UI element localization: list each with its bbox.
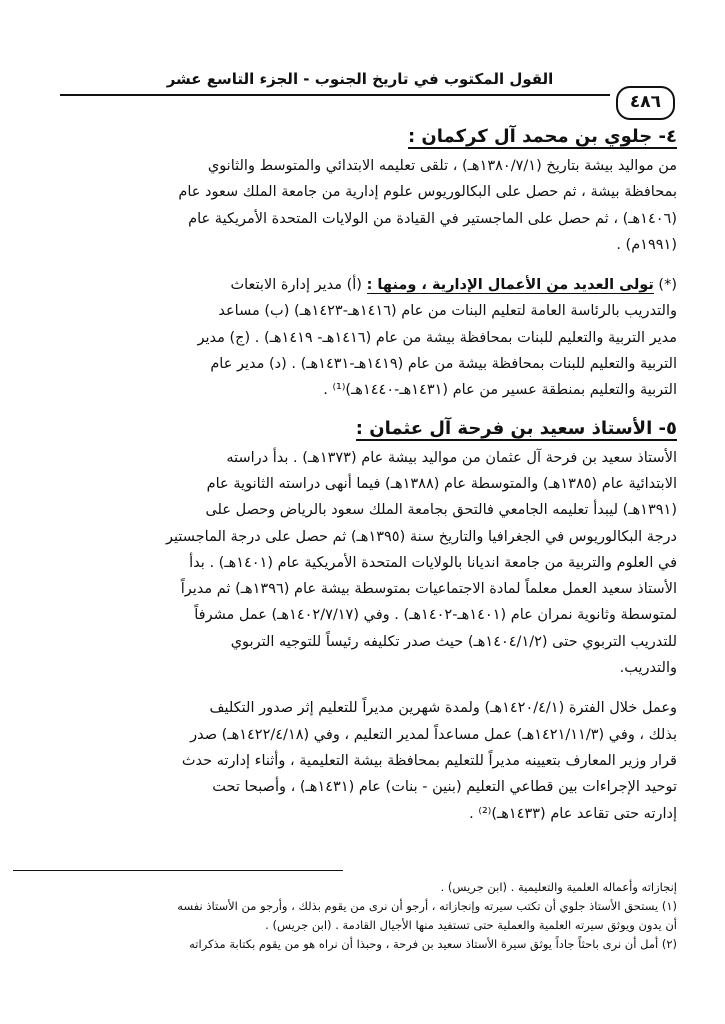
text-line: قرار وزير المعارف بتعيينه مديراً للتعليم بمحافظة بيشة التعليمية ، وأثناء إدارته حدث bbox=[181, 752, 677, 769]
paragraph-jalwi-positions bbox=[52, 272, 677, 403]
paragraph-gap bbox=[52, 404, 677, 412]
text-line: (١٩٩١م) . bbox=[616, 236, 677, 253]
text-line: مدير التربية والتعليم للبنات بمحافظة بيشة من عام (١٤١٦هـ- ١٤١٩هـ) . (ج) مدير bbox=[197, 329, 677, 346]
text-line: في العلوم والتربية من جامعة انديانا بالولايات المتحدة الأمريكية عام (١٤٠١هـ) . بدأ bbox=[189, 554, 677, 571]
positions-lead-title: تولى العديد من الأعمال الإدارية ، ومنها : bbox=[366, 277, 654, 294]
text-line: إدارته حتى تقاعد عام (١٤٣٣هـ)⁽²⁾ . bbox=[469, 805, 677, 822]
text-line: (١٤٠٦هـ) ، ثم حصل على الماجستير في القيادة من الولايات المتحدة الأمريكية عام bbox=[188, 210, 677, 227]
text-line: الأستاذ سعيد بن فرحة آل عثمان من مواليد بيشة عام (١٣٧٣هـ) . بدأ دراسته bbox=[226, 449, 677, 466]
text-line: لمتوسطة وثانوية نمران عام (١٤٠١هـ-١٤٠٢هـ) . وفي (١٤٠٢/٧/١٧هـ) عمل مشرفاً bbox=[194, 607, 677, 624]
star-marker: (*) bbox=[658, 277, 677, 294]
text-line: للتدريب التربوي حتى (١٤٠٤/١/٢هـ) حيث صدر تكليفه رئيساً للتوجيه التربوي bbox=[230, 633, 677, 650]
text-line: والتدريب. bbox=[619, 660, 677, 677]
paragraph-saeed-career bbox=[52, 695, 677, 826]
text-line: الابتدائية عام (١٣٨٥هـ) والمتوسطة عام (١٣٨٨هـ) فيما أنهى دراسته الثانوية عام bbox=[206, 475, 677, 492]
section-heading-jalwi-text: ٤- جلوي بن محمد آل كركمان : bbox=[407, 126, 677, 147]
main-text bbox=[52, 120, 677, 827]
text-line: التربية والتعليم للبنات بمحافظة بيشة من عام (١٤١٩هـ-١٤٣١هـ) . (د) مدير عام bbox=[210, 356, 677, 373]
text-line: الأستاذ سعيد العمل معلماً لمادة الاجتماعيات بمتوسطة بيشة عام (١٣٩٦هـ) ثم مديراً bbox=[180, 581, 677, 598]
page-number-badge: ٤٨٦ bbox=[616, 86, 675, 120]
paragraph-gap bbox=[52, 681, 677, 695]
text-line: (١٣٩١هـ) ليبدأ تعليمه الجامعي فالتحق بجامعة الملك سعود بالرياض وحصل على bbox=[205, 502, 677, 519]
text-line: التربية والتعليم بمنطقة عسير من عام (١٤٣١هـ-١٤٤٠هـ)⁽¹⁾ . bbox=[323, 382, 677, 399]
text-line: درجة البكالوريوس في الجغرافيا والتاريخ سنة (١٣٩٥هـ) ثم حصل على درجة الماجستير bbox=[166, 528, 677, 545]
text-line bbox=[52, 272, 677, 298]
footnote-separator bbox=[13, 870, 343, 871]
paragraph-gap bbox=[52, 258, 677, 272]
paragraph-saeed-bio bbox=[52, 445, 677, 682]
text-line: من مواليد بيشة بتاريخ (١٣٨٠/٧/١هـ) ، تلقى تعليمه الابتدائي والمتوسط والثانوي bbox=[207, 158, 677, 174]
section-heading-saeed-text: ٥- الأستاذ سعيد بن فرحة آل عثمان : bbox=[355, 417, 677, 439]
footnote-line: أن يدون ويوثق سيرته العلمية والعملية حتى تستفيد منها الأجيال القادمة . (ابن جريس) . bbox=[265, 918, 677, 932]
text-line: بمحافظة بيشة ، ثم حصل على البكالوريوس علوم إدارية من جامعة الملك سعود عام bbox=[178, 184, 677, 201]
text-line: والتدريب بالرئاسة العامة لتعليم البنات من عام (١٤١٦هـ-١٤٢٣هـ) (ب) مساعد bbox=[218, 303, 677, 320]
running-header: القول المكتوب في تاريخ الجنوب - الجزء التاسع عشر bbox=[166, 70, 554, 88]
footnote-line: (٢) أمل أن نرى باحثاً جاداً يوثق سيرة الأستاذ سعيد بن فرحة ، وحبذا أن نراه هو من يقوم بكتابة مذكراته bbox=[189, 937, 677, 951]
header-rule bbox=[60, 94, 610, 96]
footnote-line: إنجازاته وأعماله العلمية والتعليمية . (ابن جريس) . bbox=[440, 880, 677, 894]
text-line: بذلك ، وفي (١٤٢١/١١/٣هـ) عمل مساعداً لمدير التعليم ، وفي (١٤٢٢/٤/١٨هـ) صدر bbox=[190, 726, 677, 743]
footnote-line: (١) يستحق الأستاذ جلوي أن تكتب سيرته وإنجازاته ، أرجو أن نرى من يقوم بذلك ، وأرجو من الأستاذ نفسه bbox=[177, 899, 677, 913]
paragraph-jalwi-bio bbox=[52, 153, 677, 258]
text-fragment: (أ) مدير إدارة الابتعاث bbox=[230, 277, 362, 294]
text-line: توحيد الإجراءات بين قطاعي التعليم (بنين - بنات) عام (١٤٣١هـ) ، وأصبحا تحت bbox=[212, 779, 677, 796]
section-heading-jalwi bbox=[52, 120, 677, 153]
footnotes bbox=[52, 878, 677, 954]
section-heading-saeed bbox=[52, 412, 677, 445]
text-line: وعمل خلال الفترة (١٤٢٠/٤/١هـ) ولمدة شهرين مديراً للتعليم إثر صدور التكليف bbox=[209, 700, 677, 717]
